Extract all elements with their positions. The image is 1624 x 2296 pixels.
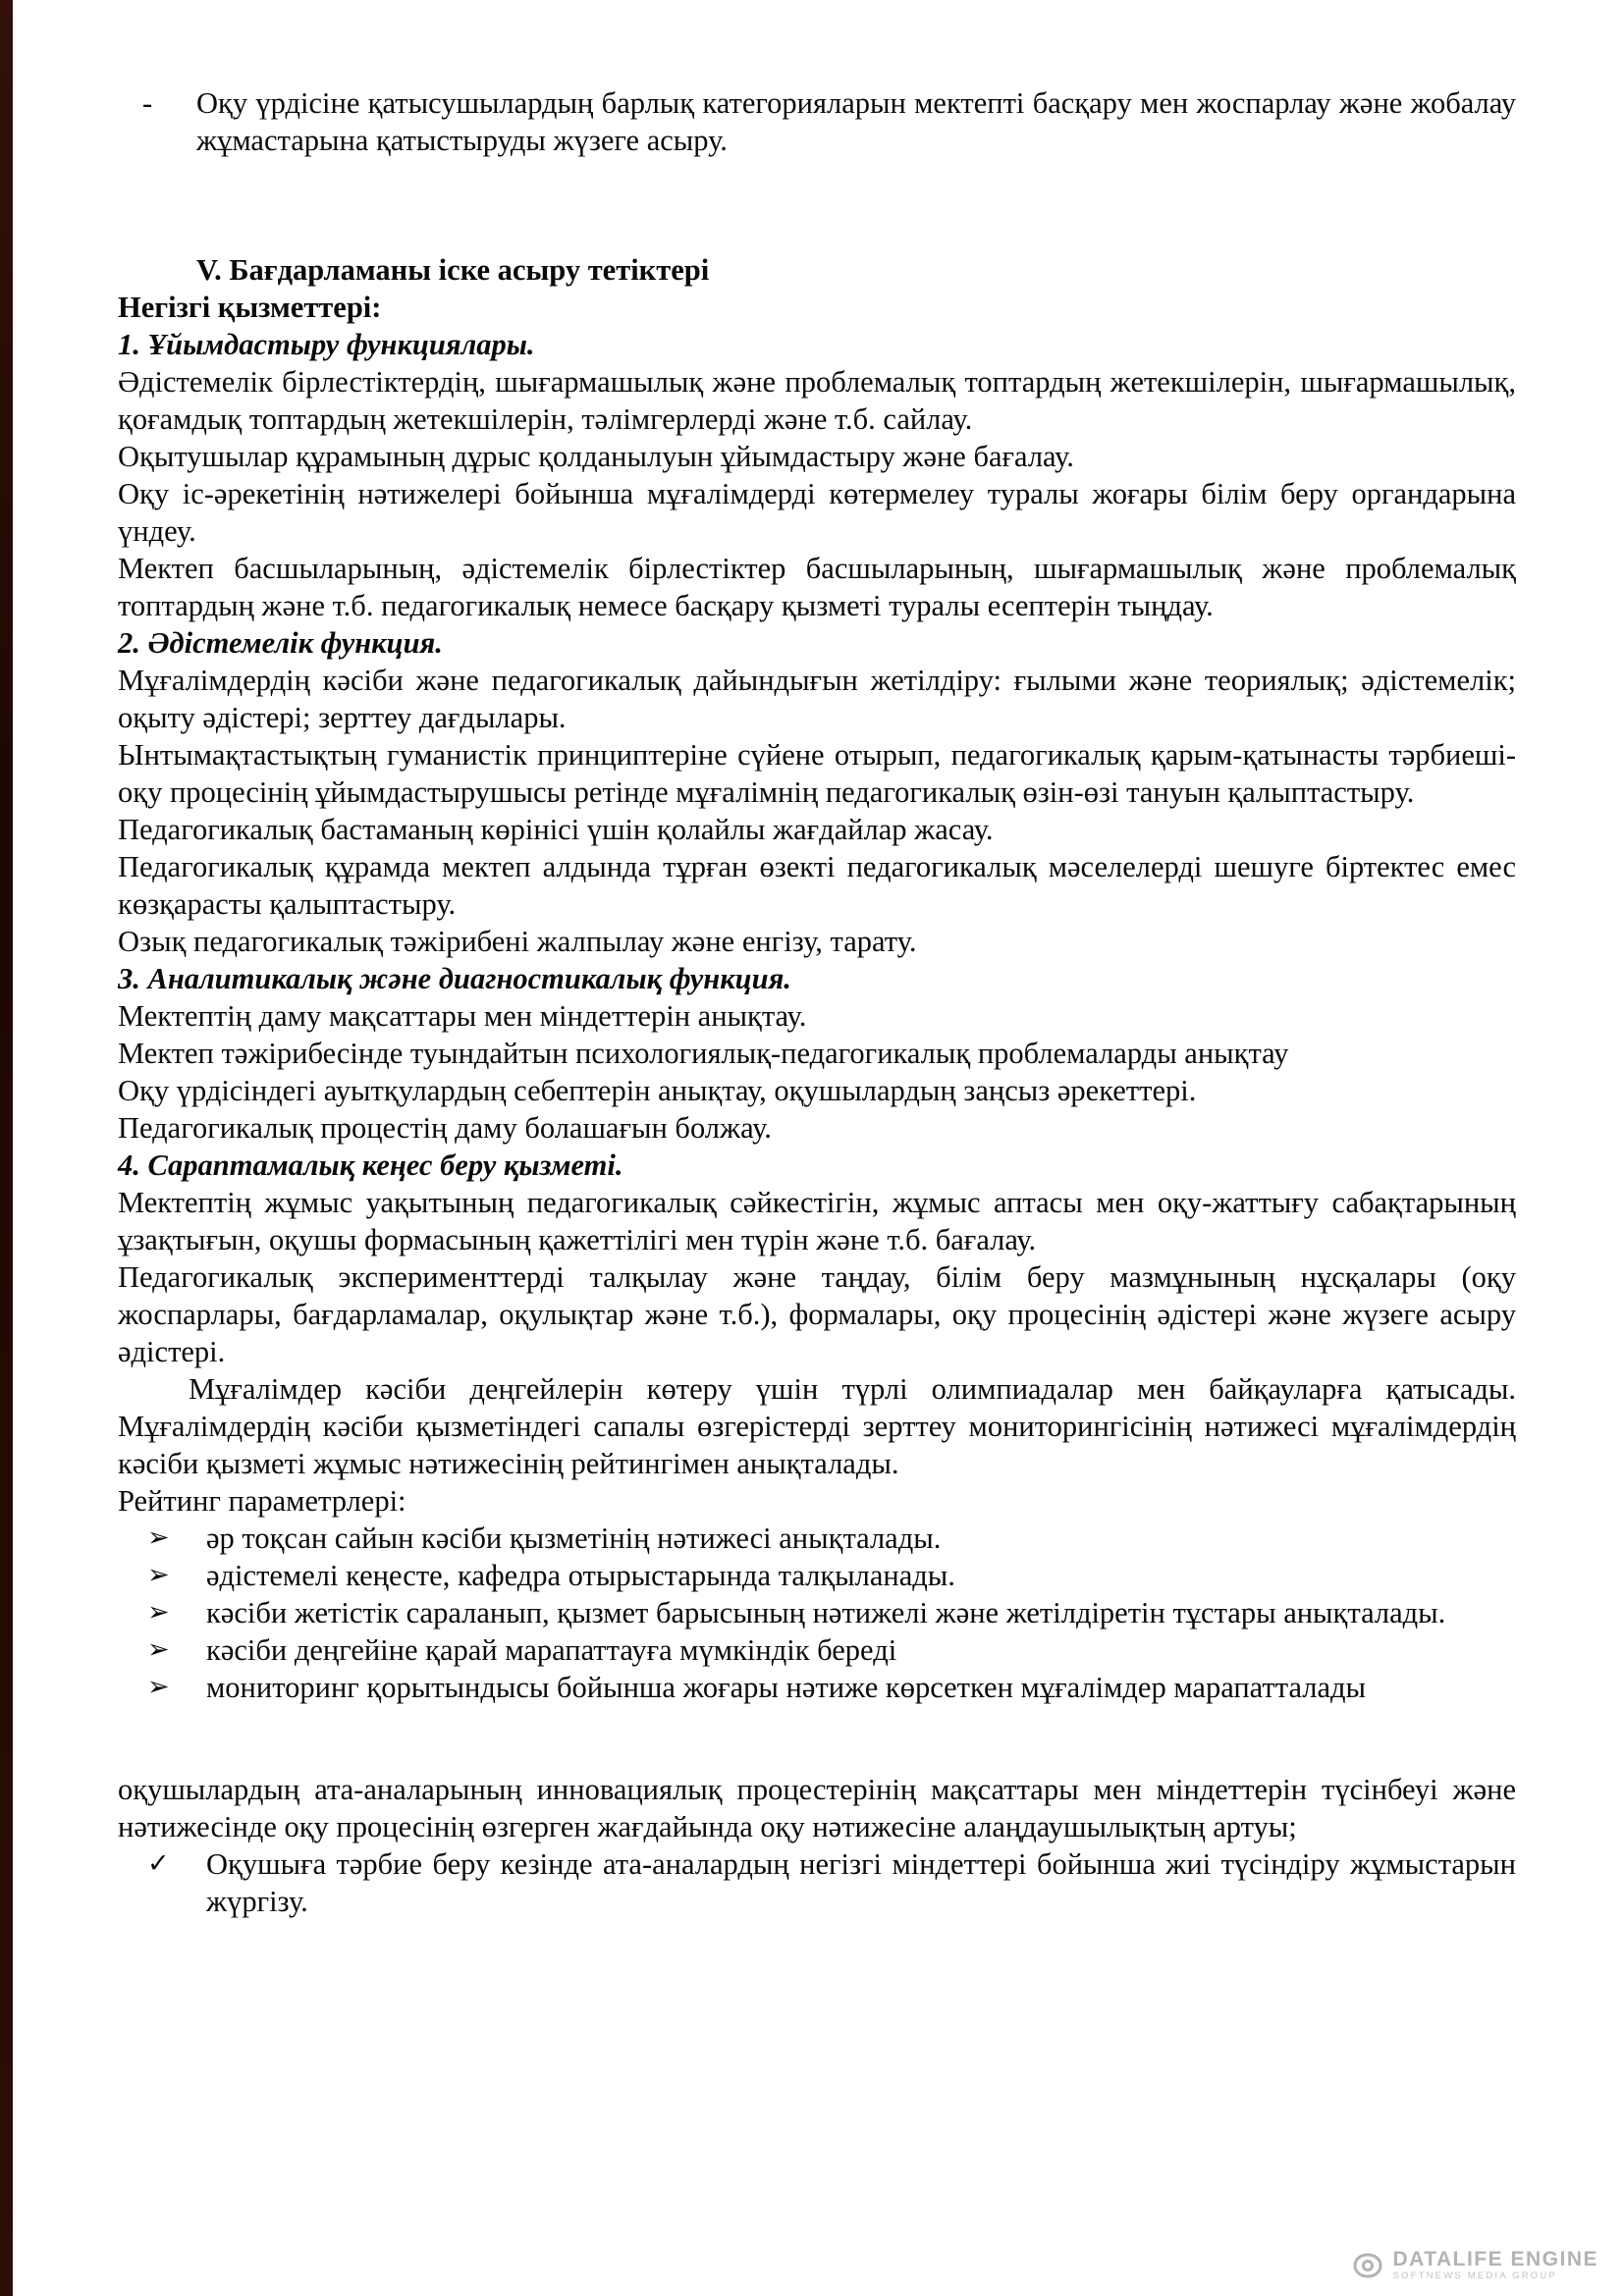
scan-edge-artifact: [0, 0, 13, 2296]
datalife-engine-watermark: [1352, 2249, 1598, 2282]
rating-label: Рейтинг параметрлері:: [118, 1484, 406, 1518]
paragraph: Әдістемелік бірлестіктердің, шығармашылық және проблемалық топтардың жетекшілерін, шығармашылық, қоғамдық топтардың жетекшілерін, тәлімгерлерді және т.б. сайлау.: [118, 365, 1516, 436]
subsection-heading: Негізгі қызметтері:: [118, 291, 382, 324]
list-item-text: кәсіби жетістік сараланып, қызмет барысының нәтижелі және жетілдіретін тұстары анықталады.: [206, 1596, 1446, 1629]
paragraph: Мектептің даму мақсаттары мен міндеттерін анықтау.: [118, 999, 807, 1033]
list-item: [118, 1594, 1516, 1631]
datalife-engine-logo-icon: [1352, 2250, 1383, 2281]
list-item: [118, 84, 1516, 159]
function-title: 1. Ұйымдастыру функциялары.: [118, 328, 535, 361]
list-item-text: Оқушыға тәрбие беру кезінде ата-аналардың негізгі міндеттері бойынша жиі түсіндіру жұмыстарын жүргізу.: [206, 1847, 1516, 1918]
paragraph: Мектеп басшыларының, әдістемелік бірлестіктер басшыларының, шығармашылық және проблемалық топтардың және т.б. педагогикалық немесе басқару қызметі туралы есептерін тыңдау.: [118, 552, 1516, 622]
paragraph: Мұғалімдер кәсіби деңгейлерін көтеру үшін түрлі олимпиадалар мен байқауларға қатысады. Мұғалімдердің кәсіби қызметіндегі сапалы өзгерістерді зерттеу мониторингісінің нәтижесі мұғалімдердің кәсіби қызметі жұмыс нәтижесінің рейтингімен анықталады.: [118, 1372, 1516, 1480]
function-title: 4. Сараптамалық кеңес беру қызметі.: [118, 1148, 623, 1182]
paragraph: оқушылардың ата-аналарының инновациялық процестерінің мақсаттары мен міндеттерін түсінбеуі және нәтижесінде оқу процесінің өзгерген жағдайында оқу нәтижесіне алаңдаушылықтың артуы;: [118, 1773, 1516, 1843]
arrow-bullet-marker: ➢: [147, 1634, 170, 1665]
list-item-text: кәсіби деңгейіне қарай марапаттауға мүмкіндік береді: [206, 1633, 897, 1667]
list-item: [118, 1557, 1516, 1594]
list-item: [118, 1845, 1516, 1920]
list-item-text: әр тоқсан сайын кәсіби қызметінің нәтижесі анықталады.: [206, 1522, 942, 1555]
dash-bullet-marker: -: [142, 86, 153, 120]
paragraph: Озық педагогикалық тәжірибені жалпылау және енгізу, тарату.: [118, 925, 917, 958]
watermark-subtitle: SOFTNEWS MEDIA GROUP: [1392, 2270, 1557, 2281]
list-item-text: әдістемелі кеңесте, кафедра отырыстарында талқыланады.: [206, 1559, 955, 1592]
document-body: [118, 84, 1516, 1920]
paragraph: Мектептің жұмыс уақытының педагогикалық сәйкестігін, жұмыс аптасы мен оқу-жаттығу сабақтарының ұзақтығын, оқушы формасының қажеттілігі мен түрін және т.б. бағалау.: [118, 1186, 1516, 1256]
paragraph: Оқытушылар құрамының дұрыс қолданылуын ұйымдастыру және бағалау.: [118, 440, 1074, 473]
list-item-text: Оқу үрдісіне қатысушылардың барлық категорияларын мектепті басқару мен жоспарлау және жобалау жұмастарына қатыстыруды жүзеге асыру.: [196, 86, 1516, 157]
list-item: [118, 1669, 1516, 1706]
paragraph: Оқу іс-әрекетінің нәтижелері бойынша мұғалімдерді көтермелеу туралы жоғары білім беру органдарына үндеу.: [118, 477, 1516, 548]
section-heading: V. Бағдарламаны іске асыру тетіктері: [196, 253, 710, 287]
list-item: [118, 1631, 1516, 1669]
paragraph: Оқу үрдісіндегі ауытқулардың себептерін анықтау, оқушылардың заңсыз әрекеттері.: [118, 1074, 1197, 1107]
paragraph: Педагогикалық эксперименттерді талқылау және таңдау, білім беру мазмұнының нұсқалары (оқу жоспарлары, бағдарламалар, оқулықтар және т.б.), формалары, оқу процесінің әдістері және жүзеге асыру әдістері.: [118, 1260, 1516, 1368]
function-title: 2. Әдістемелік функция.: [118, 626, 443, 660]
paragraph: Мұғалімдердің кәсіби және педагогикалық дайындығын жетілдіру: ғылыми және теориялық; әдістемелік; оқыту әдістері; зерттеу дағдылары.: [118, 664, 1516, 734]
paragraph: Педагогикалық процестің даму болашағын болжау.: [118, 1111, 772, 1145]
watermark-title: DATALIFE ENGINE: [1392, 2248, 1598, 2270]
paragraph: Педагогикалық құрамда мектеп алдында тұрған өзекті педагогикалық мәселелерді шешуге біртектес емес көзқарасты қалыптастыру.: [118, 850, 1516, 921]
list-item: [118, 1520, 1516, 1557]
watermark-text: [1392, 2249, 1598, 2282]
paragraph: Педагогикалық бастаманың көрінісі үшін қолайлы жағдайлар жасау.: [118, 813, 994, 846]
arrow-bullet-marker: ➢: [147, 1560, 170, 1590]
check-bullet-marker: ✓: [147, 1848, 170, 1879]
arrow-bullet-marker: ➢: [147, 1522, 170, 1553]
function-title: 3. Аналитикалық және диагностикалық функция.: [118, 962, 791, 995]
arrow-bullet-marker: ➢: [147, 1672, 170, 1702]
paragraph: Мектеп тәжірибесінде туындайтын психологиялық-педагогикалық проблемаларды анықтау: [118, 1037, 1289, 1070]
list-item-text: мониторинг қорытындысы бойынша жоғары нәтиже көрсеткен мұғалімдер марапатталады: [206, 1671, 1367, 1704]
paragraph: Ынтымақтастықтың гуманистік принциптеріне сүйене отырып, педагогикалық қарым-қатынасты тәрбиеші-оқу процесінің ұйымдастырушысы ретінде мұғалімнің педагогикалық өзін-өзі тануын қалыптастыру.: [118, 738, 1516, 809]
arrow-bullet-marker: ➢: [147, 1597, 170, 1628]
